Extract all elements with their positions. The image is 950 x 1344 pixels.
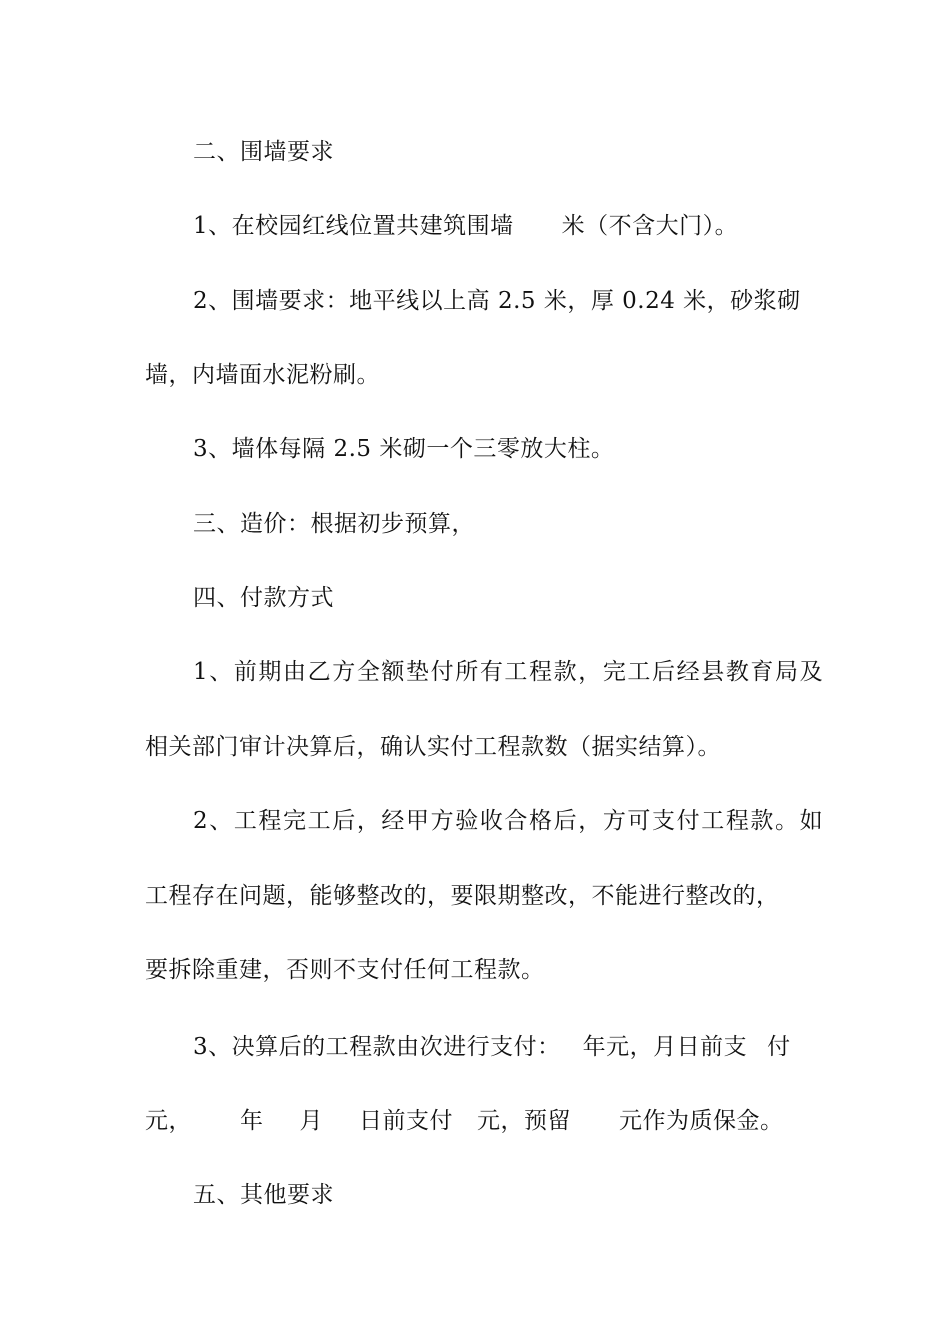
text-line: 要拆除重建，否则不支付任何工程款。 bbox=[145, 957, 545, 983]
text-line: 3、墙体每隔 2.5 米砌一个三零放大柱。 bbox=[193, 436, 615, 462]
text-line: 1、前期由乙方全额垫付所有工程款，完工后经县教育局及 bbox=[193, 659, 825, 685]
paragraph-line bbox=[193, 211, 813, 241]
text-line: 日前支付 bbox=[359, 1108, 453, 1134]
paragraph-line bbox=[145, 360, 815, 390]
paragraph-line bbox=[193, 657, 825, 687]
section-heading-other bbox=[193, 1180, 813, 1210]
paragraph-line bbox=[193, 286, 813, 316]
text-line: 五、其他要求 bbox=[193, 1182, 334, 1208]
text-line: 米（不含大门）。 bbox=[561, 213, 739, 239]
text-line: 年元，月日前支 bbox=[582, 1034, 748, 1060]
section-heading-payment bbox=[193, 583, 813, 613]
text-line: 二、围墙要求 bbox=[193, 139, 334, 165]
paragraph-line bbox=[145, 1106, 815, 1136]
section-heading-wall bbox=[193, 137, 813, 167]
text-line: 1、在校园红线位置共建筑围墙 bbox=[193, 213, 514, 239]
paragraph-line bbox=[145, 881, 815, 911]
text-line: 3、决算后的工程款由次进行支付： bbox=[193, 1034, 561, 1060]
text-line: 墙，内墙面水泥粉刷。 bbox=[145, 362, 380, 388]
text-line: 工程存在问题，能够整改的，要限期整改，不能进行整改的， bbox=[145, 883, 780, 909]
text-line: 元，预留 bbox=[477, 1108, 571, 1134]
text-line: 月 bbox=[299, 1108, 323, 1134]
text-line: 2、工程完工后，经甲方验收合格后，方可支付工程款。如 bbox=[193, 808, 825, 834]
text-line: 三、造价：根据初步预算， bbox=[193, 511, 475, 537]
paragraph-line bbox=[145, 732, 815, 762]
text-line: 付 bbox=[767, 1034, 791, 1060]
text-line: 相关部门审计决算后，确认实付工程款数（据实结算）。 bbox=[145, 734, 721, 760]
paragraph-line bbox=[193, 806, 825, 836]
paragraph-line bbox=[145, 955, 815, 985]
paragraph-line bbox=[193, 1032, 813, 1062]
text-line: 元作为质保金。 bbox=[619, 1108, 784, 1134]
section-heading-cost bbox=[193, 509, 813, 539]
text-line: 年 bbox=[240, 1108, 264, 1134]
text-line: 元， bbox=[145, 1108, 192, 1134]
paragraph-line bbox=[193, 434, 813, 464]
text-line: 2、围墙要求：地平线以上高 2.5 米，厚 0.24 米，砂浆砌 bbox=[193, 288, 801, 314]
text-line: 四、付款方式 bbox=[193, 585, 334, 611]
